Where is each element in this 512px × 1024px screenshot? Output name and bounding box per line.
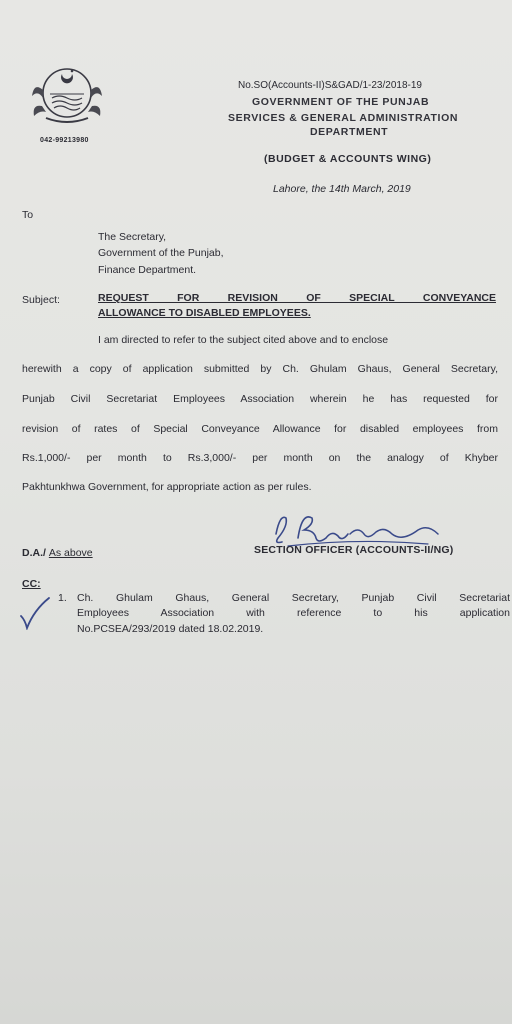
letter-date: Lahore, the 14th March, 2019 [273,183,411,195]
enclosure-label: D.A./ [22,547,46,559]
recipient-line-2: Government of the Punjab, [98,247,224,259]
body-line-4: revision of rates of Special Conveyance Allowance for disabled employees from [22,423,498,435]
office-phone-number: 042-99213980 [40,137,89,144]
cc-item-line-1: Ch. Ghulam Ghaus, General Secretary, Punjab Civil Secretariat [77,592,510,604]
checkmark-icon [18,596,52,630]
body-line-6: Pakhtunkhwa Government, for appropriate action as per rules. [22,481,312,493]
body-line-5: Rs.1,000/- per month to Rs.3,000/- per month on the analogy of Khyber [22,452,498,464]
department-heading-line1: SERVICES & GENERAL ADMINISTRATION [228,112,459,124]
department-heading-line2: DEPARTMENT [310,126,389,138]
punjab-government-emblem [28,60,106,126]
body-line-1: I am directed to refer to the subject cited above and to enclose [98,334,389,346]
subject-line-2: ALLOWANCE TO DISABLED EMPLOYEES. [98,307,311,319]
wing-heading: (BUDGET & ACCOUNTS WING) [264,153,432,165]
recipient-line-1: The Secretary, [98,231,167,243]
subject-line-1: REQUEST FOR REVISION OF SPECIAL CONVEYANCE [98,292,496,304]
cc-item-number: 1. [58,592,67,604]
recipient-line-3: Finance Department. [98,264,197,276]
subject-label: Subject: [22,294,60,306]
enclosure-note [22,547,93,559]
cc-item-line-3: No.PCSEA/293/2019 dated 18.02.2019. [77,623,264,635]
body-line-2: herewith a copy of application submitted by Ch. Ghulam Ghaus, General Secretary, [22,363,498,375]
cc-item-line-2: Employees Association with reference to his application [77,607,510,619]
cc-label: CC: [22,578,41,590]
letter-reference-number: No.SO(Accounts-II)S&GAD/1-23/2018-19 [238,80,422,91]
signatory-designation: SECTION OFFICER (ACCOUNTS-II/NG) [254,544,454,556]
enclosure-value: As above [48,547,93,559]
government-heading: GOVERNMENT OF THE PUNJAB [252,96,430,108]
to-label: To [22,209,34,221]
body-line-3: Punjab Civil Secretariat Employees Association wherein he has requested for [22,393,498,405]
